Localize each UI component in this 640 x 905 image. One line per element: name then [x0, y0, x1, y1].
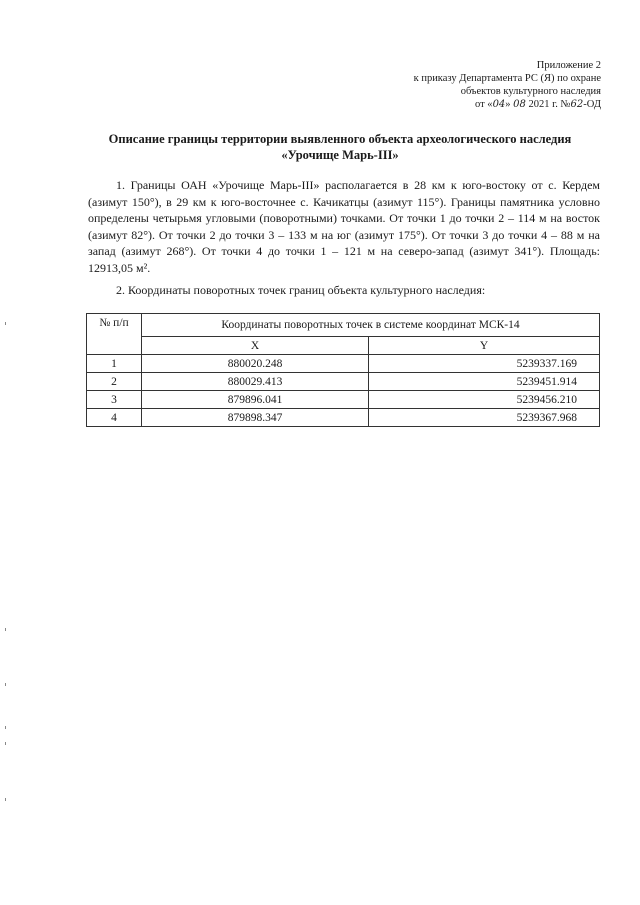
- table-row: [87, 355, 600, 373]
- row-x: 879898.347: [142, 409, 369, 427]
- table-header-y: Y: [369, 337, 600, 355]
- row-number: 2: [87, 373, 142, 391]
- row-x: 880029.413: [142, 373, 369, 391]
- table-header-x: X: [142, 337, 369, 355]
- coordinates-table: [86, 313, 600, 427]
- document-title: [80, 131, 600, 163]
- scan-margin-mark: [5, 628, 6, 631]
- appendix-header: [341, 59, 601, 111]
- appendix-title: Приложение 2: [536, 60, 601, 71]
- scan-margin-mark: [5, 322, 6, 325]
- coordinates-intro-paragraph: 2. Координаты поворотных точек границ объекта культурного наследия:: [116, 283, 486, 297]
- boundary-description-paragraph: 1. Границы ОАН «Урочище Марь-III» располагается в 28 км к юго-востоку от с. Кердем (азимут 150°), в 29 км к юго-восточнее с. Качикатцы (азимут 115°). Границы памятника условно определены четырьмя угловыми (поворотными) точками. От точки 1 до точки 2 – 114 м на восток (азимут 82°). От точки 2 до точки 3 – 133 м на юг (азимут 175°). От точки 3 до точки 4 – 88 м на запад (азимут 268°). От точки 4 до точки 1 – 121 м на северо-запад (азимут 341°). Площадь: 12913,05 м².: [88, 178, 600, 275]
- appendix-department-line: объектов культурного наследия: [460, 86, 601, 97]
- row-y: 5239367.968: [369, 409, 600, 427]
- handwritten-day: 04: [492, 99, 506, 110]
- handwritten-order-number: 62: [570, 99, 584, 110]
- table-row: [87, 391, 600, 409]
- table-row: [87, 373, 600, 391]
- row-y: 5239337.169: [369, 355, 600, 373]
- row-y: 5239451.914: [369, 373, 600, 391]
- scan-margin-mark: [5, 798, 6, 801]
- scan-margin-mark: [5, 742, 6, 745]
- row-x: 879896.041: [142, 391, 369, 409]
- table-header-number: № п/п: [87, 314, 142, 355]
- table-header-coordinates: Координаты поворотных точек в системе координат МСК-14: [142, 314, 600, 337]
- row-number: 1: [87, 355, 142, 373]
- appendix-date-line: от «04» 08 2021 г. №62-ОД: [474, 99, 601, 110]
- row-number: 4: [87, 409, 142, 427]
- appendix-order-line: к приказу Департамента РС (Я) по охране: [413, 73, 601, 84]
- table-row: [87, 409, 600, 427]
- row-y: 5239456.210: [369, 391, 600, 409]
- row-number: 3: [87, 391, 142, 409]
- row-x: 880020.248: [142, 355, 369, 373]
- handwritten-month: 08: [513, 99, 526, 110]
- scan-margin-mark: [5, 726, 6, 729]
- document-title-line1: Описание границы территории выявленного объекта археологического наследия: [108, 132, 572, 146]
- scan-margin-mark: [5, 683, 6, 686]
- document-title-line2: «Урочище Марь-III»: [281, 148, 399, 162]
